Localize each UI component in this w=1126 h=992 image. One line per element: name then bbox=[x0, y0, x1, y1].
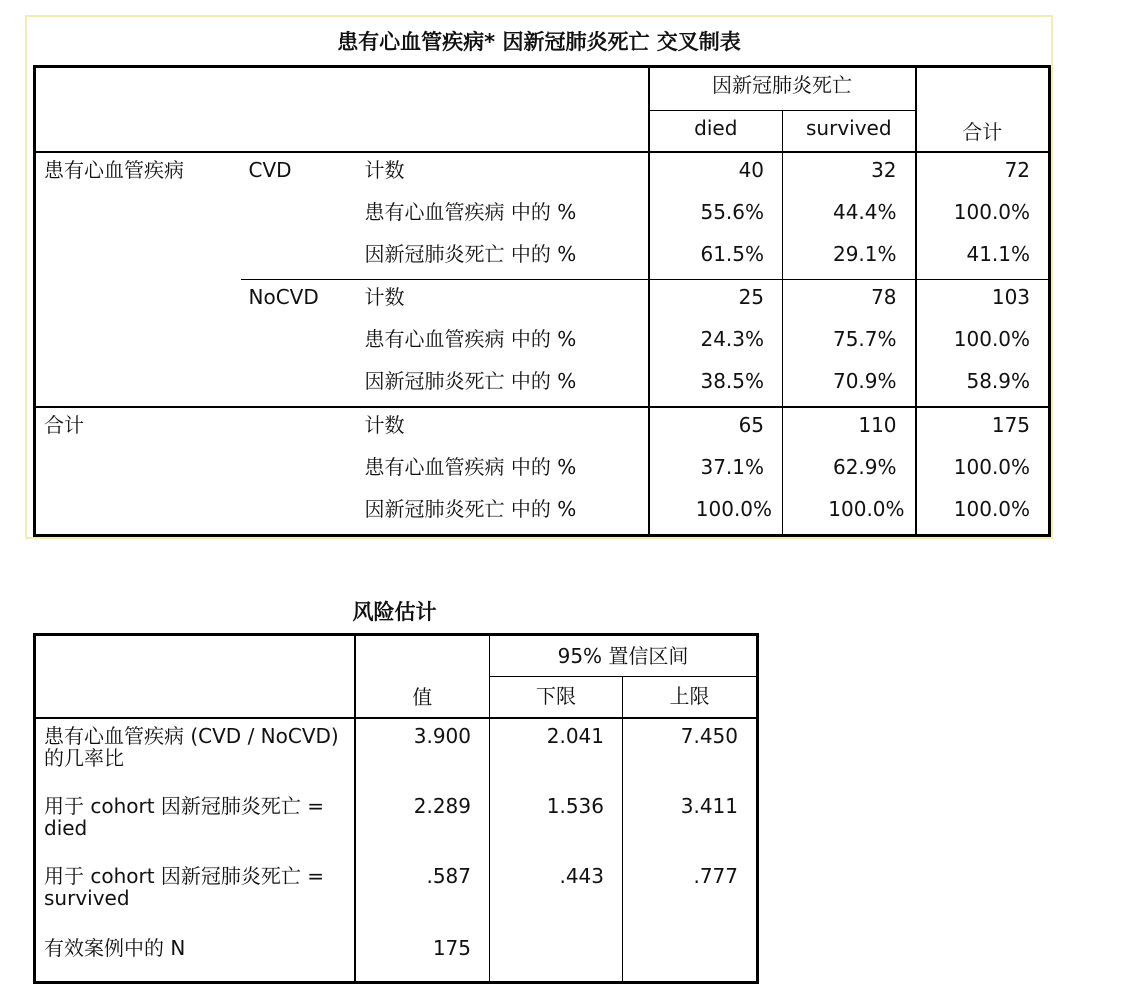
crosstab-corner bbox=[35, 67, 649, 153]
cell-survived: 44.4% bbox=[783, 195, 916, 237]
stat-label: 患有心血管疾病 中的 % bbox=[364, 200, 577, 224]
crosstab-table bbox=[33, 65, 1051, 537]
cell-survived: 29.1% bbox=[783, 237, 916, 280]
stat-label: 患有心血管疾病 中的 % bbox=[364, 455, 577, 479]
risk-upper: 7.450 bbox=[623, 718, 758, 789]
crosstab-title: 患有心血管疾病* 因新冠肺炎死亡 交叉制表 bbox=[337, 30, 741, 54]
row-var-label: 患有心血管疾病 bbox=[44, 158, 184, 182]
stat-label: 计数 bbox=[357, 280, 649, 323]
cell-total: 100.0% bbox=[916, 492, 1050, 536]
cell-died: 37.1% bbox=[649, 450, 783, 492]
risk-row-label: 有效案例中的 N bbox=[44, 936, 186, 960]
risk-lower: 1.536 bbox=[490, 789, 623, 859]
col-survived-header: survived bbox=[783, 111, 916, 153]
col-ci-header: 95% 置信区间 bbox=[490, 635, 758, 677]
cell-survived: 110 bbox=[783, 407, 916, 450]
group-label-cvd: CVD bbox=[248, 158, 292, 182]
cell-survived: 32 bbox=[783, 152, 916, 195]
cell-died: 65 bbox=[649, 407, 783, 450]
cell-survived: 100.0% bbox=[783, 492, 916, 536]
stat-label: 因新冠肺炎死亡 中的 % bbox=[364, 242, 577, 266]
risk-corner bbox=[35, 635, 355, 719]
table-row bbox=[35, 859, 758, 929]
risk-lower bbox=[490, 929, 623, 983]
risk-value: 2.289 bbox=[355, 789, 490, 859]
col-group-header: 因新冠肺炎死亡 bbox=[649, 67, 916, 111]
cell-died: 40 bbox=[649, 152, 783, 195]
stat-label: 计数 bbox=[357, 407, 649, 450]
cell-total: 41.1% bbox=[916, 237, 1050, 280]
risk-lower: 2.041 bbox=[490, 718, 623, 789]
cell-total: 100.0% bbox=[916, 450, 1050, 492]
table-row bbox=[35, 789, 758, 859]
col-lower-header: 下限 bbox=[490, 677, 623, 719]
stat-label: 因新冠肺炎死亡 中的 % bbox=[364, 369, 577, 393]
col-value-header: 值 bbox=[355, 635, 490, 719]
stat-label: 因新冠肺炎死亡 中的 % bbox=[364, 497, 577, 521]
cell-total: 58.9% bbox=[916, 364, 1050, 407]
risk-upper: .777 bbox=[623, 859, 758, 929]
cell-died: 25 bbox=[649, 280, 783, 323]
risk-table bbox=[33, 633, 759, 984]
cell-survived: 70.9% bbox=[783, 364, 916, 407]
risk-row-label: 用于 cohort 因新冠肺炎死亡 = died bbox=[44, 794, 325, 840]
group-label-nocvd: NoCVD bbox=[241, 280, 357, 408]
risk-value: .587 bbox=[355, 859, 490, 929]
risk-upper bbox=[623, 929, 758, 983]
stat-label: 计数 bbox=[364, 158, 405, 182]
cell-total: 103 bbox=[916, 280, 1050, 323]
risk-upper: 3.411 bbox=[623, 789, 758, 859]
risk-title: 风险估计 bbox=[352, 600, 437, 624]
col-total-header: 合计 bbox=[916, 67, 1050, 153]
cell-died: 61.5% bbox=[649, 237, 783, 280]
risk-value: 3.900 bbox=[355, 718, 490, 789]
table-row bbox=[35, 407, 1050, 450]
col-upper-header: 上限 bbox=[623, 677, 758, 719]
risk-row-label: 用于 cohort 因新冠肺炎死亡 = survived bbox=[44, 864, 325, 910]
cell-died: 38.5% bbox=[649, 364, 783, 407]
cell-survived: 62.9% bbox=[783, 450, 916, 492]
cell-total: 100.0% bbox=[916, 322, 1050, 364]
risk-value: 175 bbox=[355, 929, 490, 983]
stat-label: 患有心血管疾病 中的 % bbox=[364, 327, 577, 351]
table-row bbox=[35, 929, 758, 983]
cell-total: 100.0% bbox=[916, 195, 1050, 237]
table-row bbox=[35, 152, 1050, 195]
cell-total: 72 bbox=[916, 152, 1050, 195]
table-row bbox=[35, 718, 758, 789]
cell-survived: 75.7% bbox=[783, 322, 916, 364]
risk-lower: .443 bbox=[490, 859, 623, 929]
cell-survived: 78 bbox=[783, 280, 916, 323]
risk-row-label: 患有心血管疾病 (CVD / NoCVD) 的几率比 bbox=[44, 724, 339, 770]
cell-died: 100.0% bbox=[649, 492, 783, 536]
col-died-header: died bbox=[649, 111, 783, 153]
total-group-label: 合计 bbox=[35, 407, 357, 536]
cell-died: 55.6% bbox=[649, 195, 783, 237]
cell-total: 175 bbox=[916, 407, 1050, 450]
cell-died: 24.3% bbox=[649, 322, 783, 364]
